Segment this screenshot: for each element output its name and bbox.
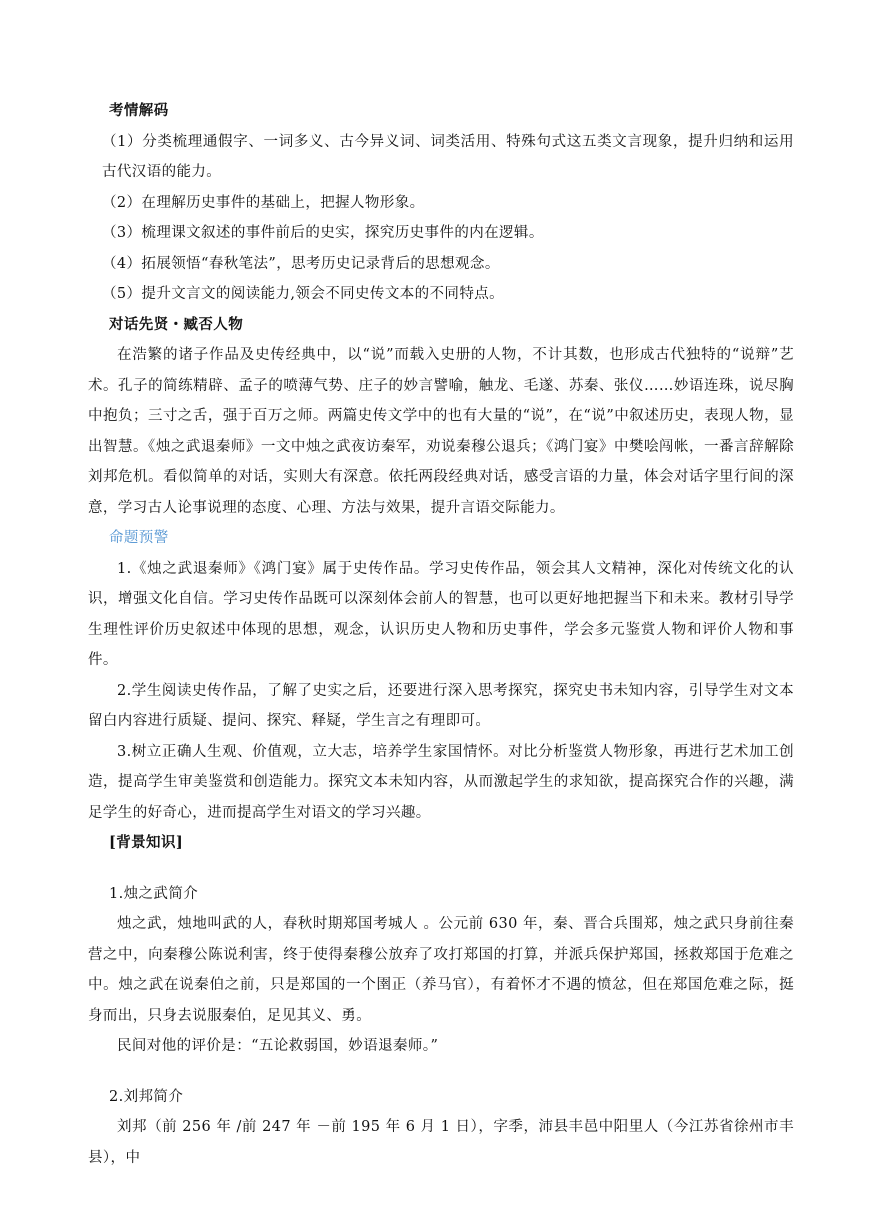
- warning-item-1: 1.《烛之武退秦师》《鸿门宴》属于史传作品。学习史传作品，领会其人文精神，深化对传统文化的认识，增强文化自信。学习史传作品既可以深刻体会前人的智慧，也可以更好地把握当下和未来。教材引导学生理性评价历史叙述中体现的思想，观念，认识历史人物和历史事件，学会多元鉴赏人物和评价人物和事件。: [88, 560, 794, 668]
- dialogue-paragraph: 在浩繁的诸子作品及史传经典中，以“说”而载入史册的人物，不计其数，也形成古代独特的“说辩”艺术。孔子的简练精辟、孟子的喷薄气势、庄子的妙言譬喻，触龙、毛遂、苏秦、张仪……妙语连珠，说尽胸中抱负；三寸之舌，强于百万之师。两篇史传文学中的也有大量的“说”，在“说”中叙述历史，表现人物，显出智慧。《烛之武退秦师》一文中烛之武夜访秦军，劝说秦穆公退兵；《鸿门宴》中樊哙闯帐，一番言辞解除刘邦危机。看似简单的对话，实则大有深意。依托两段经典对话，感受言语的力量，体会对话字里行间的深意，学习古人论事说理的态度、心理、方法与效果，提升言语交际能力。: [88, 347, 794, 516]
- bg-quote-zhuzhiwu: 民间对他的评价是：“五论救弱国，妙语退秦师。”: [117, 1038, 439, 1054]
- bg-subtitle-zhuzhiwu: 1.烛之武简介: [109, 885, 199, 902]
- section-title-dialogue: 对话先贤・臧否人物: [109, 315, 244, 333]
- bg-subtitle-liubang: 2.刘邦简介: [109, 1088, 184, 1105]
- warning-item-2: 2.学生阅读史传作品，了解了史实之后，还要进行深入思考探究，探究史书未知内容，引导学生对文本留白内容进行质疑、提问、探究、释疑，学生言之有理即可。: [88, 682, 794, 729]
- exam-item-1: （1）分类梳理通假字、一词多义、古今异义词、词类活用、特殊句式这五类文言现象，提升归纳和运用古代汉语的能力。: [102, 133, 794, 180]
- section-title-exam-decode: 考情解码: [109, 102, 169, 119]
- section-title-proposition-warning: 命题预警: [109, 530, 169, 546]
- spacer: [88, 1062, 794, 1082]
- exam-item-3: （3）梳理课文叙述的事件前后的史实，探究历史事件的内在逻辑。: [102, 225, 544, 241]
- spacer: [88, 859, 794, 879]
- bg-paragraph-zhuzhiwu: 烛之武，烛地叫武的人，春秋时期郑国考城人 。公元前 630 年，秦、晋合兵围郑，烛之武只身前往秦营之中，向秦穆公陈说利害，终于使得秦穆公放弃了攻打郑国的打算，并派兵保护郑国，拯救郑国于危难之中。烛之武在说秦伯之前，只是郑国的一个圉正（养马官），有着怀才不遇的愤忿，但在郑国危难之际，挺身而出，只身去说服秦伯，足见其义、勇。: [88, 916, 794, 1024]
- exam-item-4: （4）拓展领悟“春秋笔法”，思考历史记录背后的思想观念。: [102, 255, 500, 272]
- exam-item-5: （5）提升文言文的阅读能力,领会不同史传文本的不同特点。: [102, 286, 505, 302]
- bg-paragraph-liubang: 刘邦（前 256 年 /前 247 年 －前 195 年 6 月 1 日），字季，沛县丰邑中阳里人（今江苏省徐州市丰县），中: [88, 1119, 794, 1166]
- document-content: [88, 96, 794, 1173]
- warning-item-3: 3.树立正确人生观、价值观，立大志，培养学生家国情怀。对比分析鉴赏人物形象，再进行艺术加工创造，提高学生审美鉴赏和创造能力。探究文本未知内容，从而激起学生的求知欲，提高探究合作的兴趣，满足学生的好奇心，进而提高学生对语文的学习兴趣。: [88, 743, 794, 821]
- exam-item-2: （2）在理解历史事件的基础上，把握人物形象。: [102, 194, 425, 211]
- section-title-background: [背景知识]: [109, 834, 184, 851]
